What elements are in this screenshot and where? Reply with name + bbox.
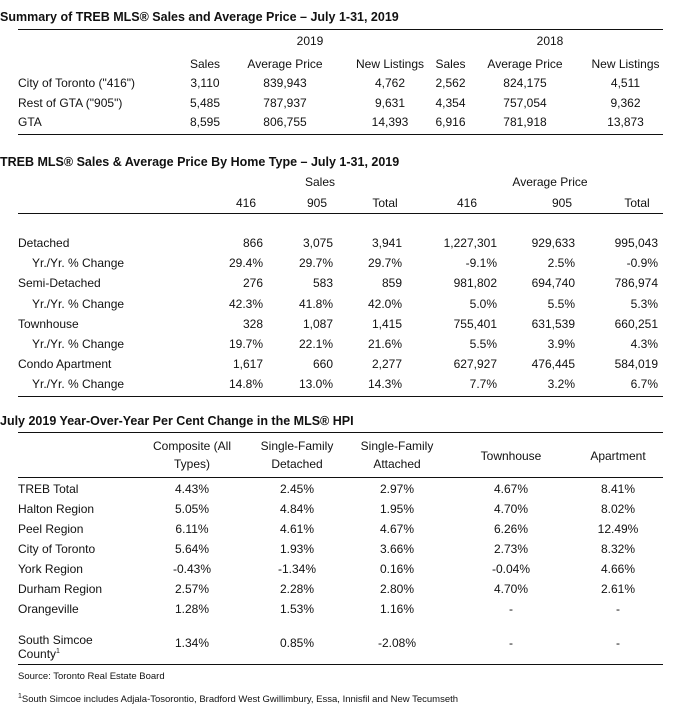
summary-row-label: GTA [18,115,42,129]
hpi-cell: -1.34% [277,562,317,576]
summary-top-rule [18,29,663,30]
hometype-cell: 21.6% [367,337,402,351]
hometype-col-header: 905 [551,196,573,210]
hometype-row-label: Condo Apartment [18,357,112,372]
hpi-row-label: Durham Region [18,582,103,596]
hpi-last-row-label-line2: County [18,647,57,661]
hometype-yoy-label: Yr./Yr. % Change [32,377,125,392]
hometype-cell: 2.5% [547,256,575,271]
hometype-cell: 42.3% [228,296,263,311]
footnote-marker: 1 [56,648,60,655]
hpi-col-header-line2: Detached [271,457,323,471]
summary-cell: 6,916 [435,115,466,129]
hometype-yoy-label: Yr./Yr. % Change [32,337,125,351]
hpi-cell: 12.49% [597,522,639,536]
hometype-yoy-label: Yr./Yr. % Change [32,296,125,311]
hometype-price-group: Average Price [512,175,588,189]
summary-cell: 9,362 [610,95,641,110]
hpi-col-header [451,447,571,465]
hpi-cell: 1.16% [379,602,415,616]
hpi-cell: 4.84% [279,502,315,516]
hometype-cell: 5.5% [469,337,497,351]
hpi-cell: -2.08% [377,636,417,650]
hpi-cell: - [616,602,620,616]
hometype-cell: 13.0% [298,377,333,392]
hpi-cell: 6.11% [175,522,209,536]
summary-row-label: Rest of GTA ("905") [18,95,123,110]
hometype-cell: 3,941 [371,236,402,250]
hometype-sales-group: Sales [304,175,336,189]
hpi-cell: 4.67% [379,522,415,536]
hometype-cell: 1,087 [302,316,333,331]
hometype-cell: 276 [242,276,263,291]
summary-cell: 757,054 [503,95,547,110]
hpi-cell: 0.85% [279,636,315,650]
hpi-col-header [558,447,678,465]
hometype-cell: 3.9% [547,337,575,351]
hpi-bottom-rule [18,664,663,665]
hpi-cell: 1.95% [379,502,415,516]
summary-cell: 781,918 [503,115,547,129]
summary-cell: 787,937 [263,95,307,110]
footnote [18,693,458,705]
hometype-cell: 660,251 [614,316,658,331]
hometype-cell: 3,075 [302,236,333,250]
hometype-cell: 2,277 [371,357,402,372]
hpi-cell: - [509,636,513,650]
summary-col-header: Sales [435,57,466,71]
summary-cell: 8,595 [189,115,221,129]
hometype-cell: 476,445 [531,357,575,372]
hometype-col-header: 416 [235,196,257,210]
summary-cell: 9,631 [374,95,406,110]
footnote-text: South Simcoe includes Adjala-Tosorontio, Bradford West Gwillimbury, Essa, Innisfil and New Tecumseth [21,694,459,706]
hometype-row-label: Detached [18,236,70,250]
hometype-cell: 995,043 [614,236,658,250]
hometype-cell: 627,927 [453,357,497,372]
hpi-cell: 2.45% [279,482,315,496]
hpi-cell: 2.61% [600,582,636,596]
hpi-col-header-line2: Types) [173,457,210,471]
hometype-cell: 786,974 [614,276,658,291]
hpi-col-header-line1: Townhouse [480,449,542,463]
source-note: Source: Toronto Real Estate Board [18,671,165,682]
hpi-row-label: York Region [18,562,83,576]
summary-cell: 14,393 [371,115,409,129]
hometype-yoy-label: Yr./Yr. % Change [32,256,125,271]
summary-col-header: New Listings [591,57,660,71]
hpi-row-label: Halton Region [18,502,95,516]
hpi-cell: 4.70% [493,582,529,596]
hometype-cell: 929,633 [531,236,575,250]
hpi-col-header [132,437,252,473]
summary-col-header: Average Price [487,57,563,71]
hometype-cell: 41.8% [298,296,333,311]
summary-cell: 4,762 [374,76,406,90]
hpi-cell: 1.53% [279,602,315,616]
summary-col-header: Average Price [247,57,323,71]
hometype-cell: 14.8% [228,377,263,392]
hometype-cell: 859 [381,276,402,291]
hpi-cell: 5.05% [174,502,210,516]
hpi-cell: 2.28% [279,582,315,596]
hometype-cell: 19.7% [228,337,263,351]
hometype-cell: 5.3% [630,296,658,311]
hpi-col-header-line1: Composite (All [152,439,232,453]
hpi-cell: 0.16% [379,562,415,576]
hpi-cell: 6.26% [493,522,529,536]
hometype-col-header: Total [624,196,650,210]
hometype-cell: 866 [242,236,263,250]
hpi-cell: -0.43% [172,562,212,576]
hometype-cell: 6.7% [630,377,658,392]
hpi-cell: 5.64% [174,542,210,556]
hpi-col-header [337,437,457,473]
summary-cell: 4,354 [435,95,466,110]
hometype-cell: 1,415 [371,316,402,331]
hpi-cell: 4.66% [600,562,636,576]
hometype-cell: 42.0% [367,296,402,311]
hpi-cell: 2.57% [174,582,210,596]
summary-cell: 13,873 [607,115,644,129]
hometype-cell: 583 [312,276,333,291]
hometype-cell: 755,401 [453,316,497,331]
hometype-cell: 29.4% [228,256,263,271]
hpi-col-header-line2: Attached [373,457,421,471]
hometype-cell: -0.9% [626,256,658,271]
summary-row-label: City of Toronto ("416") [18,76,136,90]
hpi-cell: 1.34% [174,636,210,650]
summary-bottom-rule [18,134,663,135]
hpi-col-header-line1: Single-Family [260,439,334,453]
hpi-top-rule [18,432,663,433]
hpi-row-label: Peel Region [18,522,84,536]
hpi-cell: 4.70% [493,502,529,516]
footnote-mark: 1 [18,693,22,700]
summary-cell: 4,511 [610,76,641,90]
hometype-cell: 22.1% [298,337,333,351]
hometype-bottom-rule [18,396,663,397]
hpi-title: July 2019 Year-Over-Year Per Cent Change in the MLS® HPI [0,414,354,428]
summary-col-header: Sales [189,57,221,71]
hpi-cell: 8.02% [600,502,636,516]
hpi-cell: 2.80% [379,582,415,596]
hometype-cell: 14.3% [367,377,402,392]
hometype-cell: 660 [312,357,333,372]
summary-year-2019: 2019 [296,34,324,48]
summary-cell: 824,175 [503,76,547,90]
hpi-cell: 2.97% [379,482,415,496]
hpi-last-row-label [18,633,93,661]
hometype-cell: 1,227,301 [443,236,497,250]
hpi-cell: 1.93% [279,542,315,556]
hometype-cell: 981,802 [453,276,497,291]
hometype-row-label: Townhouse [18,316,79,331]
summary-year-2018: 2018 [536,34,564,48]
summary-cell: 3,110 [190,76,220,90]
summary-cell: 839,943 [263,76,307,90]
hometype-cell: 5.5% [547,296,575,311]
hometype-row-label: Semi-Detached [18,276,101,291]
hpi-row-label: City of Toronto [18,542,96,556]
hometype-col-header: 905 [306,196,328,210]
hometype-cell: -9.1% [465,256,497,271]
hometype-cell: 29.7% [367,256,402,271]
hometype-cell: 328 [242,316,263,331]
hpi-header-rule [18,477,663,478]
hometype-cell: 694,740 [531,276,575,291]
hometype-cell: 1,617 [232,357,263,372]
hpi-cell: 8.32% [600,542,636,556]
hometype-col-header: 416 [456,196,478,210]
summary-cell: 806,755 [263,115,307,129]
hpi-cell: 8.41% [600,482,636,496]
hpi-cell: - [509,602,513,616]
hpi-last-row-label-line1: South Simcoe [18,633,93,647]
hpi-cell: - [616,636,620,650]
hometype-cell: 29.7% [298,256,333,271]
hometype-cell: 5.0% [469,296,497,311]
hpi-cell: 4.61% [279,522,315,536]
hpi-row-label: TREB Total [18,482,79,496]
summary-cell: 5,485 [189,95,221,110]
hpi-col-header-line1: Single-Family [360,439,434,453]
hpi-cell: 2.73% [493,542,529,556]
hometype-cell: 3.2% [547,377,575,392]
hpi-cell: 3.66% [379,542,415,556]
hpi-cell: 4.43% [174,482,210,496]
hometype-cell: 4.3% [630,337,658,351]
summary-title: Summary of TREB MLS® Sales and Average Price – July 1-31, 2019 [0,10,399,24]
hometype-col-header: Total [372,196,398,210]
hometype-cell: 584,019 [614,357,658,372]
hpi-col-header-line1: Apartment [590,449,646,463]
summary-cell: 2,562 [435,76,466,90]
hpi-row-label: Orangeville [18,602,79,616]
hometype-header-rule [18,213,663,214]
hpi-cell: 1.28% [174,602,210,616]
hometype-cell: 631,539 [531,316,575,331]
summary-col-header: New Listings [355,57,425,71]
hometype-cell: 7.7% [469,377,497,392]
hometype-title: TREB MLS® Sales & Average Price By Home Type – July 1-31, 2019 [0,155,400,169]
hpi-cell: 4.67% [493,482,529,496]
hpi-cell: -0.04% [491,562,531,576]
